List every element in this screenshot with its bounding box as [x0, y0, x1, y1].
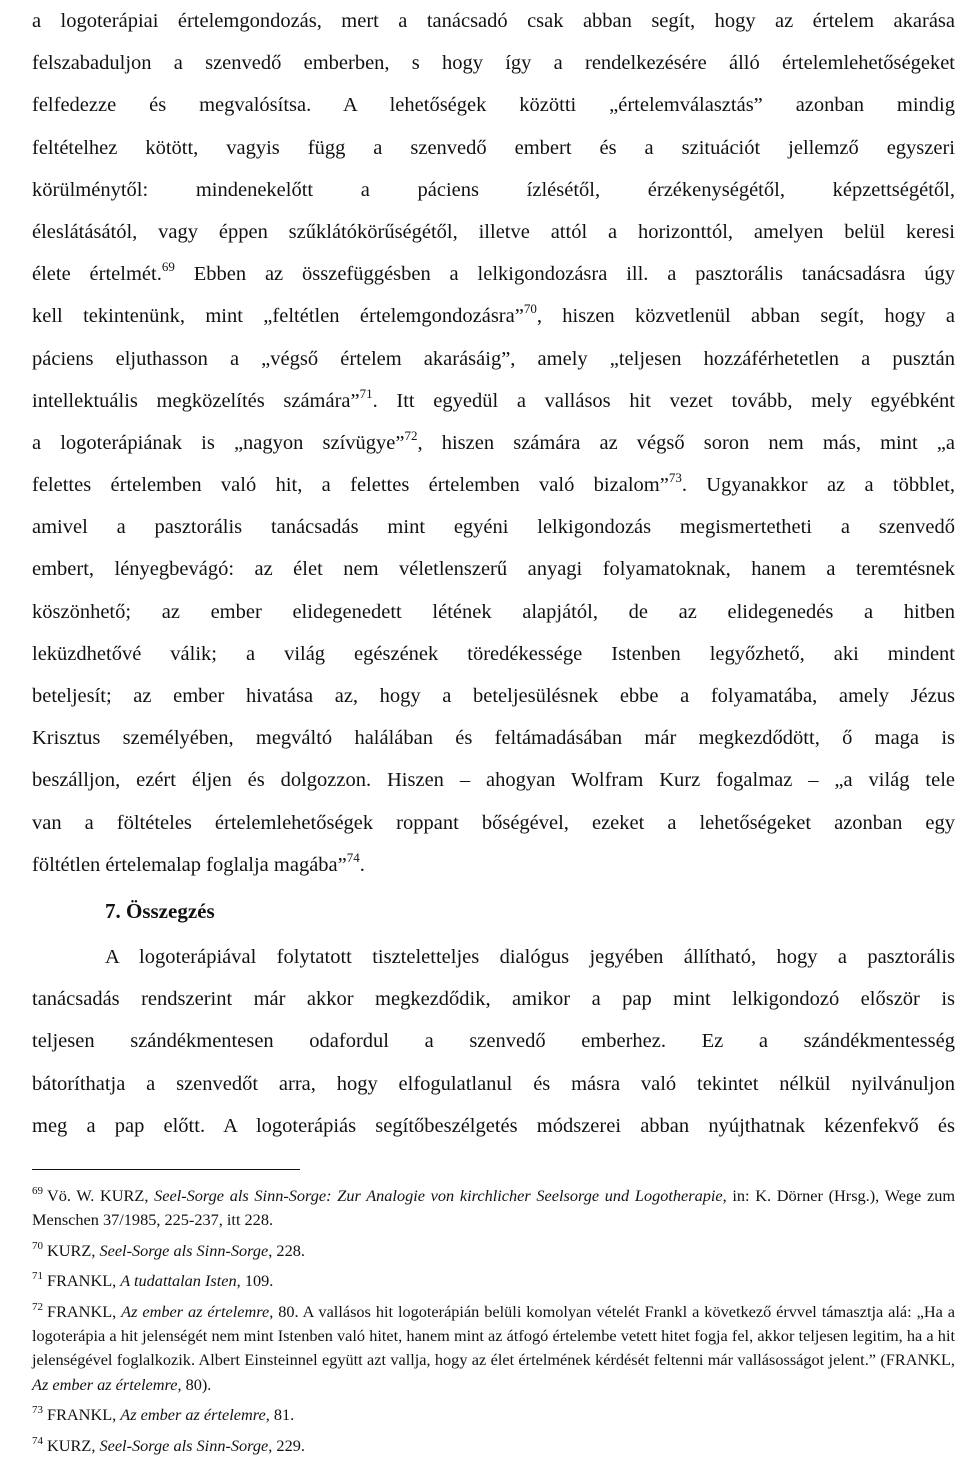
footnote-72: $^{72}$ FRANKL, Az ember az értelemre, 80. A vallásos hit logoterápián belüli komolyan vételét Frankl a következő érvvel támasztja alá: „Ha a logoterápia a hit jelenségét nem mint Istenben való hitet, hanem mint az átfogó értelembe vetett hitet fogja fel, akkor teljesen legitim, ha a hit jelenségével foglalkozik. Albert Einsteinnel együtt azt vallja, hogy az élet értelmének kérdését feltenni már vallásosságot jelent.” (FRANKL, Az ember az értelemre, 80). — [32, 1300, 956, 1394]
footnotes — [32, 1184, 955, 1458]
work-title: Az ember az értelemre — [32, 1374, 178, 1394]
work-title: Seel-Sorge als Sinn-Sorge — [99, 1240, 269, 1260]
work-title: Az ember az értelemre — [120, 1405, 266, 1425]
footnote-text: , 81. — [265, 1405, 295, 1425]
footnote-ref-74[interactable]: 74 — [346, 849, 360, 865]
text-span: . Itt egyedül a vallásos hit vezet tovább, mely egyébként — [372, 389, 955, 412]
text-span: élete értelmét. — [32, 263, 162, 286]
text-line — [32, 844, 955, 886]
footnote-ref-72[interactable]: 72 — [404, 427, 418, 443]
author: FRANKL — [47, 1405, 113, 1425]
work-title: A tudattalan Isten — [120, 1271, 237, 1291]
footnote-text: , 229. — [268, 1435, 305, 1455]
text-line: leküzdhetővé válik; a világ egészének töredékessége Istenben legyőzhető, aki mindent — [32, 642, 955, 665]
work-title: Seel-Sorge als Sinn-Sorge — [99, 1435, 269, 1455]
footnote-74: $^{74}$ KURZ, Seel-Sorge als Sinn-Sorge, 229. — [32, 1434, 305, 1455]
footnote-separator — [32, 1169, 300, 1170]
footnote-ref-70[interactable]: 70 — [523, 301, 537, 317]
section-heading: 7. Összegzés — [105, 898, 215, 923]
footnote-73: $^{73}$ FRANKL, Az ember az értelemre, 81. — [32, 1404, 295, 1425]
footnote-71: $^{71}$ FRANKL, A tudattalan Isten, 109. — [32, 1270, 274, 1291]
text-line: tanácsadás rendszerint már akkor megkezdődik, amikor a pap mint lelkigondozó először is — [32, 988, 955, 1011]
footnote-number: 71 — [32, 1270, 43, 1283]
footnote-69: $^{69}$ Vö. W. KURZ, Seel-Sorge als Sinn-Sorge: Zur Analogie von kirchlicher Seelsorge und Logotherapie, in: K. Dörner (Hrsg.), Wege zum Menschen 37/1985, 225-237, itt 228. — [32, 1184, 956, 1230]
text-line — [32, 295, 955, 337]
text-line: felszabaduljon a szenvedő emberben, s hogy így a rendelkezésére álló értelemlehetőségeket — [32, 52, 955, 75]
footnote-number: 69 — [32, 1184, 43, 1197]
footnote-number: 74 — [32, 1434, 43, 1447]
author: FRANKL — [885, 1350, 951, 1370]
text-line: amivel a pasztorális tanácsadás mint egyéni lelkigondozás megismertetheti a szenvedő — [32, 516, 955, 539]
text-line — [32, 464, 955, 506]
footnote-text: Vö. W. — [47, 1185, 101, 1205]
author: FRANKL — [47, 1271, 113, 1291]
author: FRANKL — [47, 1301, 113, 1321]
text-line: van a föltételes értelemlehetőségek roppant bőségével, ezeket a lehetőségeket azonban egy — [32, 811, 955, 834]
text-span: . Ugyanakkor az a többlet, — [681, 474, 955, 497]
document-page — [32, 0, 955, 1458]
text-line: meg a pap előtt. A logoterápiás segítőbeszélgetés módszerei abban nyújthatnak kézenfekvő és — [32, 1114, 955, 1137]
text-line: a logoterápiai értelemgondozás, mert a tanácsadó csak abban segít, hogy az értelem akarása — [32, 10, 955, 32]
text-line — [32, 380, 955, 422]
text-span: . — [359, 853, 365, 876]
text-line: éleslátásától, vagy éppen szűklátókörűségétől, illetve attól a horizonttól, amelyen belül keresi — [32, 220, 955, 243]
work-title: Az ember az értelemre — [121, 1301, 270, 1321]
footnote-number: 72 — [32, 1300, 43, 1313]
text-line — [32, 253, 955, 295]
text-span: , hiszen közvetlenül abban segít, hogy a — [536, 305, 955, 328]
footnote-text: , 80). — [177, 1374, 212, 1394]
text-line: feltételhez kötött, vagyis függ a szenvedő embert és a szituációt jellemző egyszeri — [32, 136, 955, 159]
section-paragraph — [32, 936, 955, 1147]
author: KURZ — [47, 1435, 92, 1455]
footnote-text: , 80. A vallásos hit logoterápián belüli komolyan vételét Frankl a következő érvvel támasztja alá: „Ha a logoterápia a hit jelenségét nem mint Istenben való hitet, hanem mint az átfogó értelembe vetett hitet fogja fel, akkor teljesen legitim, ha a hit jelenségével foglalkozik. Albert Einsteinnel együtt azt vallja, hogy az élet értelmének kérdését feltenni már vallásosságot jelent.” ( — [32, 1301, 956, 1370]
author: KURZ — [47, 1240, 92, 1260]
text-line: köszönhető; az ember elidegenedett létének alapjától, de az elidegenedés a hitben — [32, 600, 955, 623]
footnote-ref-73[interactable]: 73 — [668, 470, 682, 486]
work-title: Seel-Sorge als Sinn-Sorge: Zur Analogie von kirchlicher Seelsorge und Logotherapie — [154, 1185, 723, 1205]
text-span: a logoterápiának is „nagyon szívügye” — [32, 431, 405, 454]
body-paragraph — [32, 0, 955, 886]
text-line: embert, lényegbevágó: az élet nem véletlenszerű anyagi folyamatoknak, hanem a teremtésnek — [32, 558, 955, 581]
text-line: teljesen szándékmentesen odafordul a szenvedő emberhez. Ez a szándékmentesség — [32, 1030, 955, 1053]
footnote-ref-71[interactable]: 71 — [359, 385, 373, 401]
text-line: felfedezze és megvalósítsa. A lehetőségek közötti „értelemválasztás” azonban mindig — [32, 94, 955, 117]
text-line: beszálljon, ezért éljen és dolgozzon. Hiszen – ahogyan Wolfram Kurz fogalmaz – „a világ tele — [32, 769, 955, 792]
text-span: felettes értelemben való hit, a felettes értelemben való bizalom” — [32, 474, 669, 497]
text-span: intellektuális megközelítés számára” — [32, 389, 360, 412]
text-span: föltétlen értelemalap foglalja magába” — [32, 853, 347, 876]
footnote-text: , in: K. Dörner (Hrsg.), Wege zum Menschen 37/1985, 225-237, itt 228. — [32, 1185, 956, 1230]
footnote-text: , 228. — [268, 1240, 305, 1260]
footnote-number: 73 — [32, 1404, 43, 1417]
footnote-text: , 109. — [236, 1271, 274, 1291]
footnote-70: $^{70}$ KURZ, Seel-Sorge als Sinn-Sorge, 228. — [32, 1239, 305, 1260]
text-line: beteljesít; az ember hivatása az, hogy a beteljesülésnek ebbe a folyamatába, amely Jézus — [32, 685, 955, 707]
text-line: Krisztus személyében, megváltó halálában és feltámadásában már megkezdődött, ő maga is — [32, 727, 955, 750]
text-line: páciens eljuthasson a „végső értelem akarásáig”, amely „teljesen hozzáférhetetlen a pusztán — [32, 347, 955, 370]
text-span: , hiszen számára az végső soron nem más, mint „a — [417, 431, 956, 454]
text-span: kell tekintenünk, mint „feltétlen értelemgondozásra” — [32, 305, 524, 328]
text-line: A logoterápiával folytatott tiszteletteljes dialógus jegyében állítható, hogy a pasztorális — [105, 945, 955, 968]
text-line: bátoríthatja a szenvedőt arra, hogy elfogulatlanul és másra való tekintet nélkül nyilvánuljon — [32, 1072, 955, 1095]
author: KURZ — [100, 1185, 145, 1205]
text-line: körülménytől: mindenekelőtt a páciens ízlésétől, érzékenységétől, képzettségétől, — [32, 178, 955, 201]
footnote-number: 70 — [32, 1239, 43, 1252]
text-span: Ebben az összefüggésben a lelkigondozásra ill. a pasztorális tanácsadásra úgy — [174, 263, 955, 286]
text-line — [32, 422, 955, 464]
footnote-ref-69[interactable]: 69 — [161, 259, 175, 275]
